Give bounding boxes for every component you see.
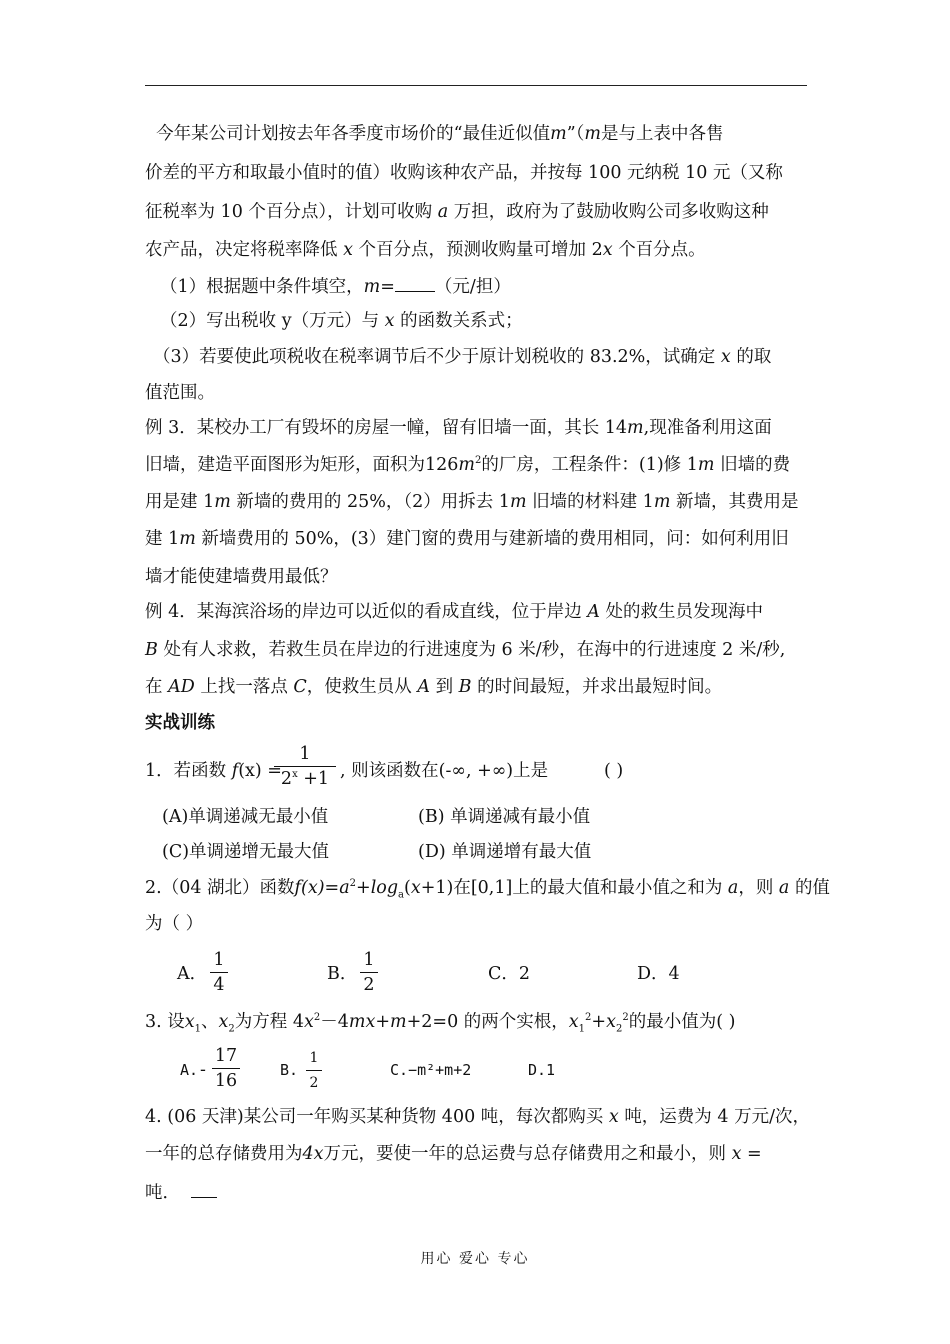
practice-1: 1．若函数 f(x) =: [145, 761, 282, 781]
example4-line-1: 例 4．某海滨浴场的岸边可以近似的看成直线，位于岸边 A 处的救生员发现海中: [145, 602, 763, 622]
practice-3-option-c: C.−m²+m+2: [390, 1061, 472, 1079]
practice-3-option-b-fraction: 1 2: [306, 1047, 322, 1094]
practice-3-option-a-sign: -: [200, 1060, 206, 1080]
practice-3-option-b: B.: [280, 1061, 299, 1079]
question-3: （3）若要使此项税收在税率调节后不少于原计划税收的 83.2%，试确定 x 的取: [153, 347, 772, 367]
practice-2-option-b: B．: [327, 964, 358, 984]
answer-blank: [395, 273, 435, 292]
practice-4: 4. (06 天津)某公司一年购买某种货物 400 吨，每次都购买 x 吨，运费为 4 万元/次，: [145, 1107, 810, 1127]
practice-1-option-d: (D) 单调递增有最大值: [418, 842, 592, 862]
context-line-4: 农产品，决定将税率降低 x 个百分点，预测收购量可增加 2x 个百分点。: [145, 240, 706, 260]
practice-1-option-c: (C)单调递增无最大值: [162, 842, 330, 862]
answer-blank: [191, 1179, 217, 1198]
practice-1-tail: , 则该函数在(-∞, +∞)上是: [340, 761, 549, 781]
practice-1-option-a: (A)单调递减无最小值: [162, 807, 329, 827]
practice-2-cont: 为（ ）: [145, 914, 204, 934]
question-3-cont: 值范围。: [145, 383, 215, 403]
example3-line-3: 用是建 1m 新墙的费用的 25%，（2）用拆去 1m 旧墙的材料建 1m 新墙，其费用是: [145, 492, 799, 512]
practice-3-option-a-fraction: 17 16: [212, 1045, 240, 1092]
practice-3: 3. 设$x_1$、$x_2$为方程 $4x^2-4mx+m+2=0$ 的两个实根，$x_1^2+x_2^2$的最小值为( ): [145, 1012, 736, 1035]
practice-2-option-a: A．: [177, 964, 208, 984]
practice-2-option-d: D．4: [637, 964, 680, 984]
question-2: （2）写出税收 y（万元）与 x 的函数关系式；: [160, 311, 523, 331]
practice-4-line-3: 吨．: [145, 1179, 217, 1205]
section-title: 实战训练: [145, 713, 215, 733]
practice-4-line-2: 一年的总存储费用为4x万元，要使一年的总运费与总存储费用之和最小，则 x =: [145, 1144, 762, 1164]
context-line-3: 征税率为 10 个百分点），计划可收购 a 万担，政府为了鼓励收购公司多收购这种: [145, 202, 769, 222]
practice-1-answer-paren: ( ): [604, 761, 624, 781]
practice-2-option-c: C．2: [488, 964, 531, 984]
practice-3-option-a: A.: [180, 1061, 199, 1079]
context-line-1: 今年某公司计划按去年各季度市场价的“最佳近似值m”（m是与上表中各售: [156, 124, 724, 144]
page-footer: 用心 爱心 专心: [420, 1251, 530, 1267]
example3-line-4: 建 1m 新墙费用的 50%，(3）建门窗的费用与建新墙的费用相同，问：如何利用旧: [145, 529, 789, 549]
example3-line-5: 墙才能使建墙费用最低？: [145, 567, 338, 587]
example3-line-2: 旧墙，建造平面图形为矩形，面积为$126m^2$的厂房，工程条件：(1)修 1m 旧墙的费: [145, 455, 791, 475]
practice-2-option-b-fraction: 1 2: [360, 949, 378, 996]
question-1: （1）根据题中条件填空，m= （元/担）: [160, 273, 511, 299]
example3-line-1: 例 3．某校办工厂有毁坏的房屋一幢，留有旧墙一面，其长 14m,现准备利用这面: [145, 418, 772, 438]
practice-2: 2.（04 湖北）函数$f(x)=a^2+\log_a(x+1)$在[0,1]上的最大值和最小值之和为 a，则 a 的值: [145, 878, 830, 901]
practice-3-option-d: D.1: [528, 1061, 556, 1079]
header-rule: [145, 85, 807, 86]
practice-1-option-b: (B) 单调递减有最小值: [418, 807, 591, 827]
practice-1-fraction: 1 $2^x +1$: [274, 743, 336, 790]
example4-line-3: 在 AD 上找一落点 C，使救生员从 A 到 B 的时间最短，并求出最短时间。: [145, 677, 723, 697]
practice-2-option-a-fraction: 1 4: [210, 949, 228, 996]
context-line-2: 价差的平方和取最小值时的值）收购该种农产品，并按每 100 元纳税 10 元（又称: [145, 163, 783, 183]
example4-line-2: B 处有人求救，若救生员在岸边的行进速度为 6 米/秒，在海中的行进速度 2 米/秒,: [145, 640, 786, 660]
